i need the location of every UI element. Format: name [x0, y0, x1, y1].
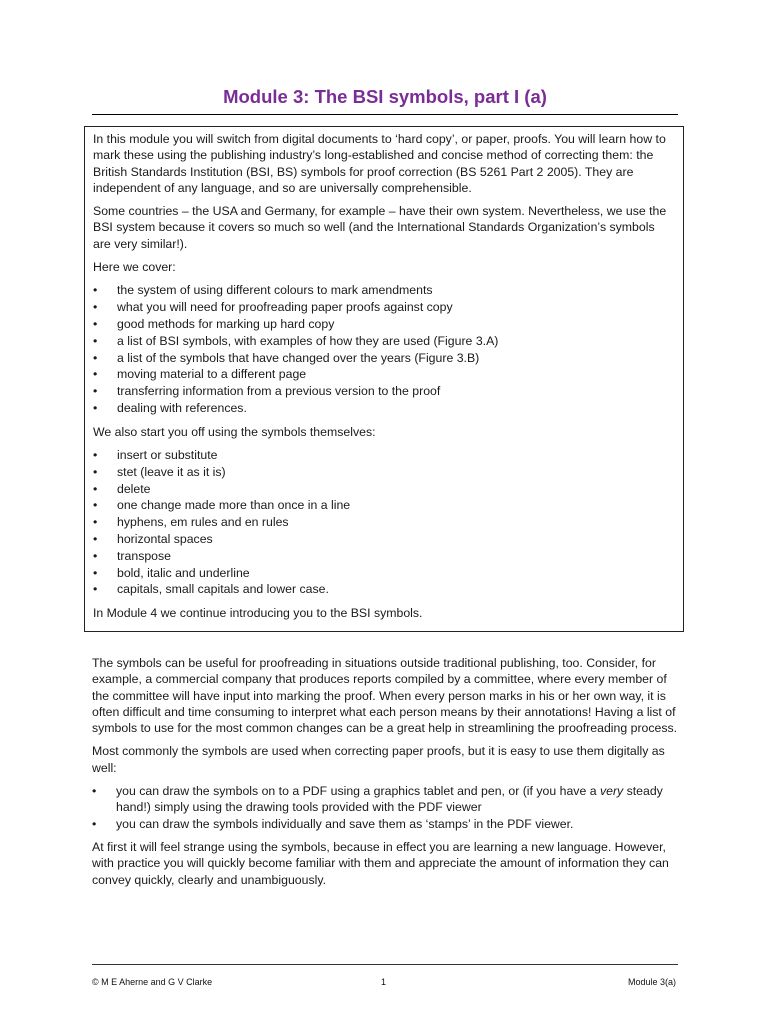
cover-heading: Here we cover:: [93, 260, 176, 275]
bullet-icon: •: [93, 515, 98, 530]
title-rule: [92, 114, 678, 115]
bullet-icon: •: [93, 350, 98, 365]
bullet-icon: •: [93, 565, 98, 580]
bullet-icon: •: [92, 816, 97, 831]
cover-list: [93, 282, 675, 416]
list-item: • transferring information from a previous version to the proof: [93, 384, 441, 399]
list-item: • a list of BSI symbols, with examples of how they are used (Figure 3.A): [93, 333, 499, 348]
bullet-icon: •: [93, 300, 98, 315]
list-item: • bold, italic and underline: [93, 565, 250, 580]
list-item: • hyphens, em rules and en rules: [93, 515, 289, 530]
bullet-icon: •: [93, 481, 98, 496]
list-item: • you can draw the symbols on to a PDF using a graphics tablet and pen, or (if you have a very steady hand!) simply using the drawing tools provided with the PDF viewer: [92, 784, 663, 815]
closing-paragraph: In Module 4 we continue introducing you to the BSI symbols.: [93, 606, 423, 621]
module-summary-box: [84, 126, 684, 632]
list-item: • what you will need for proofreading paper proofs against copy: [93, 300, 453, 315]
page-title: Module 3: The BSI symbols, part I (a): [223, 86, 547, 107]
bullet-icon: •: [92, 784, 97, 799]
body-paragraph-3: At first it will feel strange using the symbols, because in effect you are learning a new language. However, with practice you will quickly become familiar with them and appreciate the amount of information they can convey quickly, clearly and unambiguously.: [92, 839, 669, 887]
footer-rule: [92, 964, 678, 965]
bullet-icon: •: [93, 532, 98, 547]
intro-paragraph-2: Some countries – the USA and Germany, for example – have their own system. Nevertheless, we use the BSI system because it covers so much so well (and the International Standards Organization’s symbols are very similar!).: [93, 204, 667, 251]
bullet-icon: •: [93, 448, 98, 463]
bullet-icon: •: [93, 367, 98, 382]
list-item: • stet (leave it as it is): [93, 464, 226, 479]
bullet-icon: •: [93, 316, 98, 331]
list-item: • you can draw the symbols individually and save them as ‘stamps’ in the PDF viewer.: [92, 816, 574, 831]
list-item: • delete: [93, 481, 151, 496]
digital-use-list: [92, 783, 678, 832]
list-item: • capitals, small capitals and lower case.: [93, 582, 329, 597]
bullet-icon: •: [93, 283, 98, 298]
bullet-icon: •: [93, 582, 98, 597]
intro-paragraph-1: In this module you will switch from digital documents to ‘hard copy’, or paper, proofs. You will learn how to mark these using the publishing industry’s long-established and concise method of correcting them: the British Standards Institution (BSI, BS) symbols for proof correction (BS 5261 Part 2 2005). They are independent of any language, and so are universally comprehensible.: [93, 132, 666, 195]
list-item: • good methods for marking up hard copy: [93, 316, 335, 331]
list-item: • dealing with references.: [93, 400, 247, 415]
list-item: • one change made more than once in a line: [93, 498, 351, 513]
list-item: • moving material to a different page: [93, 367, 307, 382]
list-item: • transpose: [93, 548, 172, 563]
bullet-icon: •: [93, 333, 98, 348]
list-item: • insert or substitute: [93, 448, 218, 463]
list-item: • the system of using different colours to mark amendments: [93, 283, 433, 298]
bullet-icon: •: [93, 498, 98, 513]
start-list: [93, 447, 675, 598]
body-paragraph-1: The symbols can be useful for proofreading in situations outside traditional publishing, too. Consider, for example, a commercial company that produces reports compiled by a committee, where every member of the committee will have input into marking the proof. When every person marks in his or her own way, it is often difficult and time consuming to interpret what each person means by their annotations! Having a list of symbols to use for the most common changes can be a great help in streamlining the proofreading process.: [92, 656, 678, 736]
bullet-icon: •: [93, 464, 98, 479]
start-heading: We also start you off using the symbols themselves:: [93, 424, 376, 439]
footer-module: Module 3(a): [627, 977, 676, 987]
footer-page-number: 1: [381, 977, 387, 987]
list-item: • horizontal spaces: [93, 532, 213, 547]
body-paragraph-2: Most commonly the symbols are used when correcting paper proofs, but it is easy to use them digitally as well:: [92, 744, 665, 775]
bullet-icon: •: [93, 384, 98, 399]
list-item: • a list of the symbols that have changed over the years (Figure 3.B): [93, 350, 480, 365]
body-text: [92, 655, 678, 895]
emphasis-very: very: [599, 784, 624, 799]
footer-authors: © M E Aherne and G V Clarke: [92, 977, 213, 987]
bullet-icon: •: [93, 400, 98, 415]
bullet-icon: •: [93, 548, 98, 563]
